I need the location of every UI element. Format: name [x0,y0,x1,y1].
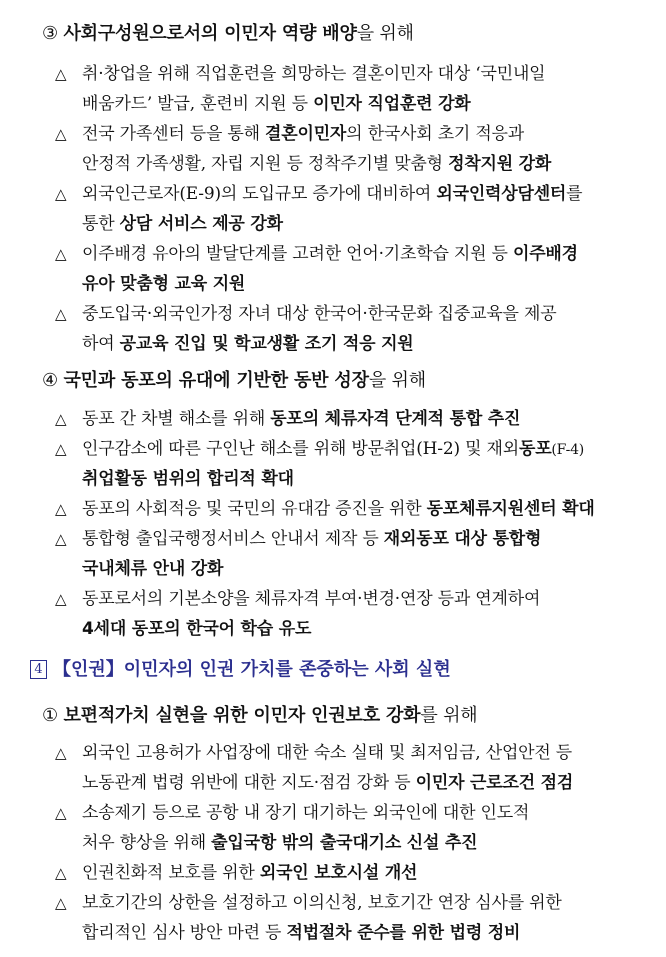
list-item: 취·창업을 위해 직업훈련을 희망하는 결혼이민자 대상 ‘국민내일 [82,64,546,84]
list-item-cont: 유아 맞춤형 교육 지원 [82,274,246,294]
bullet-icon: △ [55,744,67,762]
list-item: 외국인근로자(E-9)의 도입규모 증가에 대비하여 외국인력상담센터를 [82,184,583,204]
list-item: 이주배경 유아의 발달단계를 고려한 언어·기초학습 지원 등 이주배경 [82,244,578,264]
list-item-cont: 배움카드’ 발급, 훈련비 지원 등 이민자 직업훈련 강화 [82,94,471,114]
list-item: 보호기간의 상한을 설정하고 이의신청, 보호기간 연장 심사를 위한 [82,893,562,913]
bullet-icon: △ [55,864,67,882]
heading-rest: 을 위해 [356,23,414,44]
bullet-icon: △ [55,305,67,323]
list-item-cont: 안정적 가족생활, 자립 지원 등 정착주기별 맞춤형 정착지원 강화 [82,154,552,174]
section-title [30,654,451,686]
bullet-icon: △ [55,530,67,548]
heading-number: ① [42,705,58,726]
heading-number: ④ [42,370,58,391]
list-item-cont: 취업활동 범위의 합리적 확대 [82,469,294,489]
bullet-icon: △ [55,440,67,458]
heading-4 [42,365,426,397]
bullet-icon: △ [55,804,67,822]
bullet-icon: △ [55,410,67,428]
list-item: 동포로서의 기본소양을 체류자격 부여·변경·연장 등과 연계하여 [82,589,541,609]
heading-number: ③ [42,23,58,44]
section-title-text: 【인권】이민자의 인권 가치를 존중하는 사회 실현 [53,659,451,680]
list-item: 중도입국·외국인가정 자녀 대상 한국어·한국문화 집중교육을 제공 [82,304,557,324]
heading-1 [42,700,477,732]
list-item-cont: 노동관계 법령 위반에 대한 지도·점검 강화 등 이민자 근로조건 점검 [82,773,574,793]
heading-rest: 을 위해 [368,370,426,391]
bullet-icon: △ [55,500,67,518]
list-item-cont: 국내체류 안내 강화 [82,559,224,579]
list-item: 동포 간 차별 해소를 위해 동포의 체류자격 단계적 통합 추진 [82,409,521,429]
list-item-cont: 통한 상담 서비스 제공 강화 [82,214,283,234]
list-item-cont: 하여 공교육 진입 및 학교생활 조기 적응 지원 [82,334,414,354]
list-item: 인권친화적 보호를 위한 외국인 보호시설 개선 [82,863,418,883]
bullet-icon: △ [55,65,67,83]
section-number-box: 4 [30,660,47,679]
bullet-icon: △ [55,894,67,912]
list-item: 통합형 출입국행정서비스 안내서 제작 등 재외동포 대상 통합형 [82,529,542,549]
heading-rest: 를 위해 [420,705,478,726]
heading-bold: 보편적가치 실현을 위한 이민자 인권보호 강화 [63,705,421,726]
heading-bold: 국민과 동포의 유대에 기반한 동반 성장 [63,370,369,391]
list-item: 소송제기 등으로 공항 내 장기 대기하는 외국인에 대한 인도적 [82,803,530,823]
bullet-icon: △ [55,245,67,263]
list-item: 외국인 고용허가 사업장에 대한 숙소 실태 및 최저임금, 산업안전 등 [82,743,573,763]
list-item: 인구감소에 따른 구인난 해소를 위해 방문취업(H-2) 및 재외동포(F-4) [82,439,585,459]
bullet-icon: △ [55,185,67,203]
list-item: 동포의 사회적응 및 국민의 유대감 증진을 위한 동포체류지원센터 확대 [82,499,595,519]
list-item-cont: 4세대 동포의 한국어 학습 유도 [82,619,312,639]
list-item: 전국 가족센터 등을 통해 결혼이민자의 한국사회 초기 적응과 [82,124,525,144]
heading-bold: 사회구성원으로서의 이민자 역량 배양 [63,23,357,44]
list-item-cont: 처우 향상을 위해 출입국항 밖의 출국대기소 신설 추진 [82,833,478,853]
heading-3 [42,18,414,50]
bullet-icon: △ [55,590,67,608]
list-item-cont: 합리적인 심사 방안 마련 등 적법절차 준수를 위한 법령 정비 [82,923,521,943]
bullet-icon: △ [55,125,67,143]
